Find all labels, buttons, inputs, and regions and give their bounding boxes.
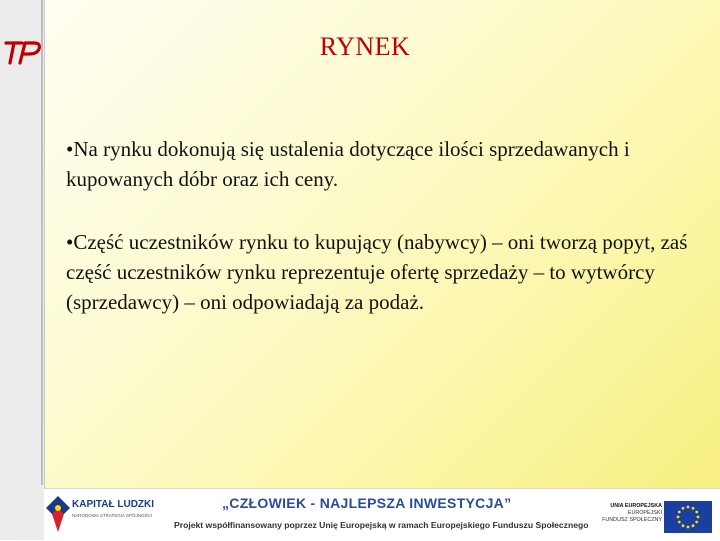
eu-label-line3: FUNDUSZ SPOŁECZNY [602, 517, 662, 523]
footer-banner [44, 488, 720, 541]
kapital-ludzki-logo-icon [44, 494, 74, 534]
program-subtitle: NARODOWA STRATEGIA SPÓJNOŚCI [72, 513, 153, 518]
left-sidebar [0, 0, 45, 540]
bullet-point-2: •Część uczestników rynku to kupujący (nabywcy) – oni tworzą popyt, zaś część uczestników rynku reprezentuje ofertę sprzedaży – to wytwórcy (sprzedawcy) – oni odpowiadają za podaż. [66, 230, 688, 314]
cofinancing-note: Projekt współfinansowany poprzez Unię Europejską w ramach Europejskiego Funduszu Społecznego [174, 520, 589, 530]
eu-label-line2: EUROPEJSKI [627, 510, 662, 516]
bullet-point-1: •Na rynku dokonują się ustalenia dotyczące ilości sprzedawanych i kupowanych dóbr oraz ich ceny. [66, 137, 630, 191]
eu-flag-icon [664, 501, 712, 533]
slogan: „CZŁOWIEK - NAJLEPSZA INWESTYCJA” [222, 495, 512, 511]
eu-label-line1: UNIA EUROPEJSKA [610, 503, 662, 509]
slide-title: RYNEK [319, 32, 411, 61]
program-name: KAPITAŁ LUDZKI [72, 499, 155, 510]
eu-label [600, 503, 662, 524]
sidebar-divider [41, 0, 43, 485]
